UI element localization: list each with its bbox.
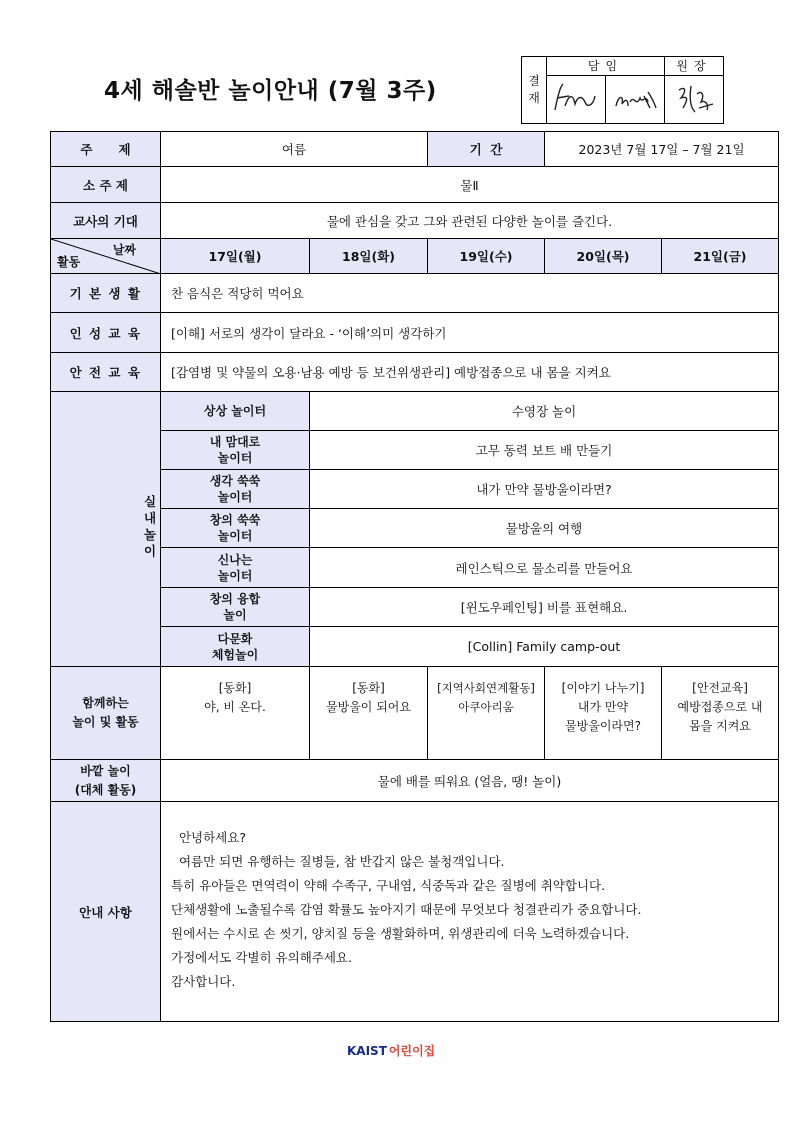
- indoor-activity: 레인스틱으로 물소리를 만들어요: [310, 548, 779, 588]
- indoor-category: 창의 융합 놀이: [161, 588, 310, 627]
- day-mon: 17일(월): [161, 239, 310, 274]
- notice-line: 원에서는 수시로 손 씻기, 양치질 등을 생활화하며, 위생관리에 더욱 노력하겠습니다.: [171, 926, 630, 941]
- date-activity-corner: 날짜 활동: [51, 239, 161, 274]
- together-label: 함께하는 놀이 및 활동: [51, 667, 161, 760]
- day-thu: 20일(목): [545, 239, 662, 274]
- notice-line: 여름만 되면 유행하는 질병들, 참 반갑지 않은 불청객입니다.: [171, 854, 505, 869]
- subtheme-row: [51, 167, 779, 203]
- together-row: [51, 667, 779, 760]
- expectation-label: 교사의 기대: [51, 203, 161, 239]
- character-edu-row: [51, 313, 779, 353]
- indoor-row: [51, 588, 779, 627]
- basic-life-label: 기 본 생 활: [51, 274, 161, 313]
- days-row: [51, 239, 779, 274]
- indoor-category: 창의 쑥쑥 놀이터: [161, 509, 310, 548]
- indoor-row: [51, 627, 779, 667]
- teacher-signature-2: [606, 75, 665, 123]
- subtheme-label: 소 주 제: [51, 167, 161, 203]
- together-item: [이야기 나누기] 내가 만약 물방울이라면?: [545, 667, 662, 760]
- together-item: [동화] 물방울이 되어요: [310, 667, 428, 760]
- together-item: [동화] 야, 비 온다.: [161, 667, 310, 760]
- approval-label: 결 재: [522, 57, 547, 124]
- indoor-category: 생각 쑥쑥 놀이터: [161, 470, 310, 509]
- page-title: 4세 해솔반 놀이안내 (7월 3주): [104, 78, 437, 104]
- together-item: [안전교육] 예방접종으로 내 몸을 지켜요: [662, 667, 779, 760]
- indoor-activity: [Collin] Family camp-out: [310, 627, 779, 667]
- notice-label: 안내 사항: [51, 802, 161, 1022]
- day-fri: 21일(금): [662, 239, 779, 274]
- indoor-category: 상상 놀이터: [161, 392, 310, 431]
- director-signature: [665, 75, 724, 123]
- teacher-signature-1: [547, 75, 606, 123]
- outdoor-label: 바깥 놀이 (대체 활동): [51, 760, 161, 802]
- character-edu-value: [이해] 서로의 생각이 달라요 - ‘이해’의미 생각하기: [161, 313, 779, 353]
- indoor-activity: 물방울의 여행: [310, 509, 779, 548]
- basic-life-value: 찬 음식은 적당히 먹어요: [161, 274, 779, 313]
- indoor-activity: [윈도우페인팅] 비를 표현해요.: [310, 588, 779, 627]
- indoor-activity: 내가 만약 물방울이라면?: [310, 470, 779, 509]
- outdoor-value: 물에 배를 띄워요 (얼음, 땡! 놀이): [161, 760, 779, 802]
- director-header: 원장: [665, 57, 724, 76]
- day-wed: 19일(수): [428, 239, 545, 274]
- period-value: 2023년 7월 17일 – 7월 21일: [545, 132, 779, 167]
- together-item: [지역사회연계활동] 아쿠아리움: [428, 667, 545, 760]
- kaist-kindergarten-logo: KAIST 어린이집: [347, 1044, 436, 1058]
- notice-body: [161, 802, 779, 1022]
- notice-line: 특히 유아들은 면역력이 약해 수족구, 구내염, 식중독과 같은 질병에 취약합니다.: [171, 878, 606, 893]
- indoor-row: [51, 431, 779, 470]
- day-tue: 18일(화): [310, 239, 428, 274]
- indoor-activity: 수영장 놀이: [310, 392, 779, 431]
- approval-box: [521, 56, 724, 124]
- indoor-category: 다문화 체험놀이: [161, 627, 310, 667]
- schedule-table: [50, 131, 779, 1022]
- subtheme-value: 물Ⅱ: [161, 167, 779, 203]
- expectation-value: 물에 관심을 갖고 그와 관련된 다양한 놀이를 즐긴다.: [161, 203, 779, 239]
- notice-line: 가정에서도 각별히 유의해주세요.: [171, 950, 352, 965]
- theme-value: 여름: [161, 132, 428, 167]
- basic-life-row: [51, 274, 779, 313]
- character-edu-label: 인 성 교 육: [51, 313, 161, 353]
- safety-edu-label: 안 전 교 육: [51, 353, 161, 392]
- indoor-category: 신나는 놀이터: [161, 548, 310, 588]
- teacher-header: 담임: [547, 57, 665, 76]
- notice-line: 단체생활에 노출될수록 감염 확률도 높아지기 때문에 무엇보다 청결관리가 중요합니다.: [171, 902, 642, 917]
- safety-edu-value: [감염병 및 약물의 오용·남용 예방 등 보건위생관리] 예방접종으로 내 몸을 지켜요: [161, 353, 779, 392]
- indoor-row: [51, 392, 779, 431]
- notice-row: [51, 802, 779, 1022]
- indoor-activity: 고무 동력 보트 배 만들기: [310, 431, 779, 470]
- period-label: 기 간: [428, 132, 545, 167]
- outdoor-row: [51, 760, 779, 802]
- safety-edu-row: [51, 353, 779, 392]
- theme-row: [51, 132, 779, 167]
- notice-line: 안녕하세요?: [171, 830, 246, 845]
- theme-label: 주 제: [51, 132, 161, 167]
- expectation-row: [51, 203, 779, 239]
- notice-line: 감사합니다.: [171, 974, 236, 989]
- indoor-category: 내 맘대로 놀이터: [161, 431, 310, 470]
- indoor-play-label: 실내놀이: [51, 392, 161, 667]
